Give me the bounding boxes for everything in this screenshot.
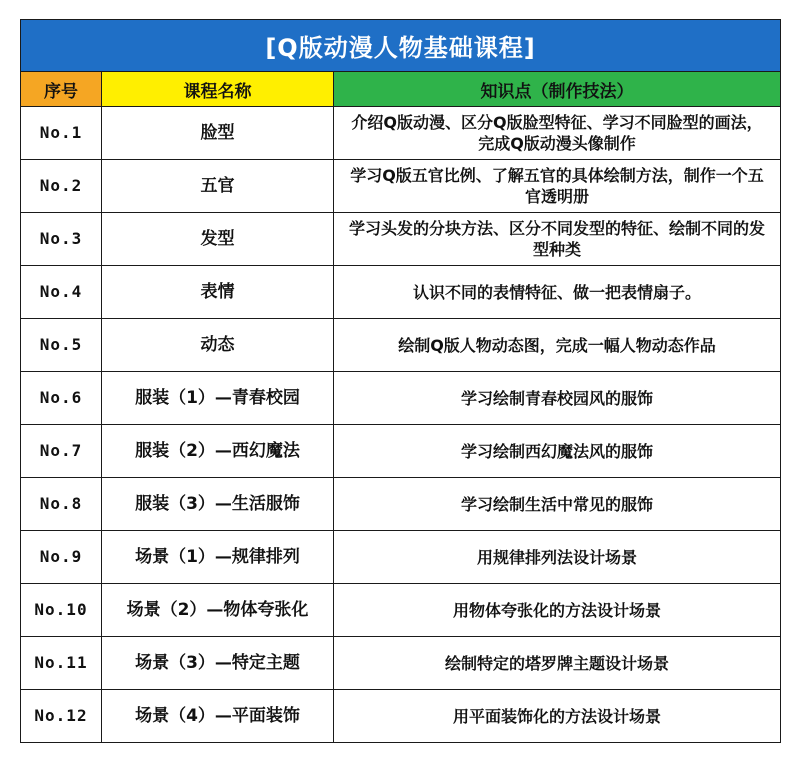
row-number: No.11 xyxy=(21,637,102,690)
row-knowledge: 介绍Q版动漫、区分Q版脸型特征、学习不同脸型的画法，完成Q版动漫头像制作 xyxy=(334,107,781,160)
row-course-name: 场景（3）—特定主题 xyxy=(102,637,334,690)
row-knowledge: 学习头发的分块方法、区分不同发型的特征、绘制不同的发型种类 xyxy=(334,213,781,266)
title-row xyxy=(21,20,781,72)
row-number: No.5 xyxy=(21,319,102,372)
row-knowledge: 用平面装饰化的方法设计场景 xyxy=(334,690,781,743)
row-knowledge: 学习绘制青春校园风的服饰 xyxy=(334,372,781,425)
row-knowledge: 用物体夸张化的方法设计场景 xyxy=(334,584,781,637)
header-course-name: 课程名称 xyxy=(102,72,334,107)
table-row xyxy=(21,425,781,478)
row-knowledge: 学习绘制西幻魔法风的服饰 xyxy=(334,425,781,478)
header-number: 序号 xyxy=(21,72,102,107)
row-course-name: 服装（3）—生活服饰 xyxy=(102,478,334,531)
row-course-name: 表情 xyxy=(102,266,334,319)
course-table xyxy=(20,19,781,743)
row-course-name: 服装（2）—西幻魔法 xyxy=(102,425,334,478)
row-number: No.1 xyxy=(21,107,102,160)
table-row xyxy=(21,319,781,372)
table-row xyxy=(21,372,781,425)
row-course-name: 动态 xyxy=(102,319,334,372)
row-knowledge: 用规律排列法设计场景 xyxy=(334,531,781,584)
row-number: No.2 xyxy=(21,160,102,213)
table-row xyxy=(21,478,781,531)
row-course-name: 脸型 xyxy=(102,107,334,160)
row-number: No.12 xyxy=(21,690,102,743)
row-course-name: 五官 xyxy=(102,160,334,213)
table-row xyxy=(21,266,781,319)
row-knowledge: 学习Q版五官比例、了解五官的具体绘制方法，制作一个五官透明册 xyxy=(334,160,781,213)
table-row xyxy=(21,213,781,266)
header-row xyxy=(21,72,781,107)
row-knowledge: 学习绘制生活中常见的服饰 xyxy=(334,478,781,531)
row-number: No.10 xyxy=(21,584,102,637)
row-knowledge: 认识不同的表情特征、做一把表情扇子。 xyxy=(334,266,781,319)
row-number: No.8 xyxy=(21,478,102,531)
table-title: [Q版动漫人物基础课程] xyxy=(21,20,781,72)
table-row xyxy=(21,637,781,690)
table-row xyxy=(21,584,781,637)
row-knowledge: 绘制特定的塔罗牌主题设计场景 xyxy=(334,637,781,690)
row-course-name: 发型 xyxy=(102,213,334,266)
row-number: No.3 xyxy=(21,213,102,266)
row-number: No.9 xyxy=(21,531,102,584)
row-course-name: 场景（1）—规律排列 xyxy=(102,531,334,584)
table-row xyxy=(21,531,781,584)
row-course-name: 场景（4）—平面装饰 xyxy=(102,690,334,743)
row-course-name: 场景（2）—物体夸张化 xyxy=(102,584,334,637)
table-row xyxy=(21,690,781,743)
header-knowledge: 知识点（制作技法） xyxy=(334,72,781,107)
row-knowledge: 绘制Q版人物动态图，完成一幅人物动态作品 xyxy=(334,319,781,372)
row-number: No.7 xyxy=(21,425,102,478)
row-number: No.4 xyxy=(21,266,102,319)
table-row xyxy=(21,107,781,160)
table-row xyxy=(21,160,781,213)
table-body xyxy=(21,107,781,743)
row-course-name: 服装（1）—青春校园 xyxy=(102,372,334,425)
row-number: No.6 xyxy=(21,372,102,425)
